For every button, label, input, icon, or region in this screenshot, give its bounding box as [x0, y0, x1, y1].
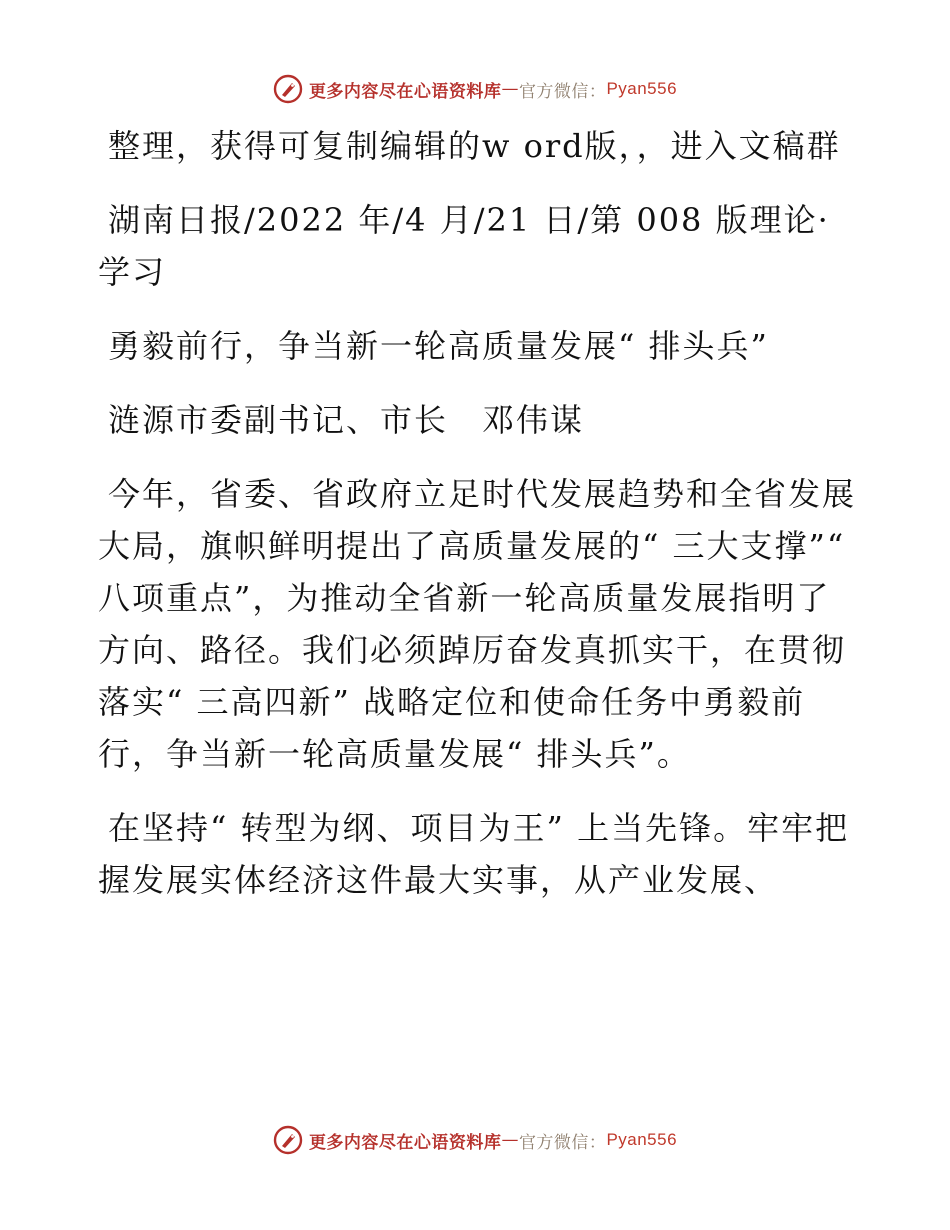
header-banner	[0, 72, 950, 106]
pen-nib-logo-icon	[273, 74, 303, 104]
paragraph-source: 湖南日报/2022 年/4 月/21 日/第 008 版理论·学习	[98, 201, 830, 291]
footer-banner	[0, 1123, 950, 1157]
pen-nib-logo-icon	[273, 1125, 303, 1155]
banner-brand: 更多内容尽在心语资料库	[308, 81, 502, 102]
article-author: 涟源市委副书记、市长 邓伟谋	[108, 401, 585, 439]
banner-wechat-id: Pyan556	[606, 1130, 678, 1149]
article-title: 勇毅前行，争当新一轮高质量发展“ 排头兵”	[108, 327, 769, 365]
banner-wechat-id: Pyan556	[606, 79, 678, 98]
banner-label: 官方微信：	[518, 81, 607, 102]
banner-brand: 更多内容尽在心语资料库	[308, 1132, 502, 1153]
paragraph-intro: 整理，获得可复制编辑的w ord版，，进入文稿群	[108, 127, 841, 165]
document-body	[98, 120, 858, 928]
banner-dash: —	[501, 1130, 519, 1150]
paragraph-body-1: 今年，省委、省政府立足时代发展趋势和全省发展大局，旗帜鲜明提出了高质量发展的“ 三大支撑”“ 八项重点”，为推动全省新一轮高质量发展指明了方向、路径。我们必须踔厉奋发真抓实干，在贯彻落实“ 三高四新” 战略定位和使命任务中勇毅前行，争当新一轮高质量发展“ 排头兵”。	[98, 475, 857, 773]
banner-label: 官方微信：	[518, 1132, 607, 1153]
paragraph-body-2: 在坚持“ 转型为纲、项目为王” 上当先锋。牢牢把握发展实体经济这件最大实事，从产业发展、	[98, 809, 850, 899]
banner-dash: —	[501, 79, 519, 99]
